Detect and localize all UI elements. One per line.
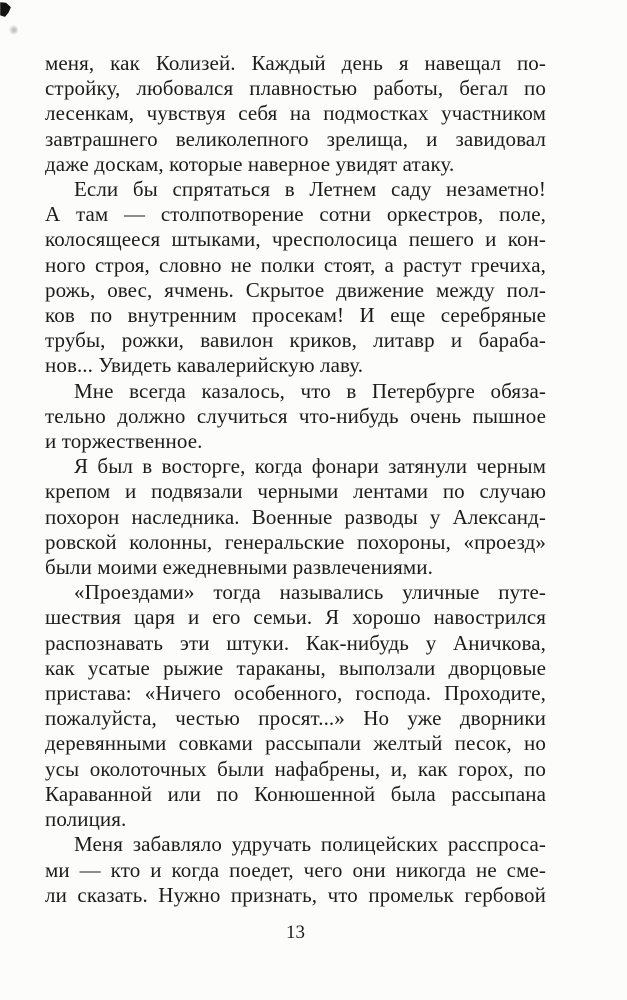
- text-line: как усатые рыжие тараканы, выползали дворцовые: [45, 655, 546, 680]
- text-line: полиция.: [45, 807, 127, 832]
- text-line: завтрашнего великолепного зрелища, и завидовал: [45, 126, 546, 151]
- page-number: 13: [286, 922, 305, 943]
- page-text-block: [45, 51, 546, 908]
- text-line: меня, как Колизей. Каждый день я навещал по-: [45, 51, 546, 75]
- text-line: шествия царя и его семьи. Я хорошо навострился: [45, 605, 546, 630]
- text-line: пожалуйста, честью просят...» Но уже дворники: [45, 706, 546, 731]
- text-line: колосящееся штыками, чресполосица пешего и кон-: [45, 227, 546, 252]
- text-line: были моими ежедневными развлечениями.: [45, 555, 433, 580]
- text-line: Я был в восторге, когда фонари затянули черным: [74, 454, 546, 479]
- paragraph: [45, 832, 546, 908]
- text-line: Мне всегда казалось, что в Петербурге обяза-: [74, 378, 546, 403]
- text-line: Если бы спрятаться в Летнем саду незаметно!: [74, 177, 546, 202]
- text-line: ли сказать. Нужно признать, что промельк гербовой: [45, 882, 546, 907]
- paragraph: [45, 580, 546, 832]
- text-line: Караванной или по Конюшенной была рассыпана: [45, 781, 546, 806]
- text-line: тельно должно случиться что-нибудь очень пышное: [45, 403, 546, 428]
- text-line: Меня забавляло удручать полицейских расспроса-: [74, 832, 546, 857]
- text-line: крепом и подвязали черными лентами по случаю: [45, 479, 546, 504]
- text-line: рожь, овес, ячмень. Скрытое движение между пол-: [45, 277, 546, 302]
- text-line: нов... Увидеть кавалерийскую лаву.: [45, 353, 364, 378]
- text-line: и торжественное.: [45, 429, 203, 454]
- scan-artifact-smudge: [9, 25, 18, 35]
- text-line: деревянными совками рассыпали желтый песок, но: [45, 731, 546, 756]
- text-line: лесенкам, чувствуя себя на подмостках участником: [45, 101, 546, 126]
- paragraph: [45, 454, 546, 580]
- paragraph: [45, 177, 546, 379]
- text-line: трубы, рожки, вавилон криков, литавр и бараба-: [45, 328, 546, 353]
- text-line: ровской колонны, генеральские похороны, «проезд»: [45, 529, 546, 554]
- text-line: А там — столпотворение сотни оркестров, поле,: [45, 202, 546, 227]
- paragraph: [45, 51, 546, 177]
- text-line: ного строя, словно не полки стоят, а растут гречиха,: [45, 252, 546, 277]
- paragraph: [45, 379, 546, 455]
- text-line: стройку, любовался плавностью работы, бегал по: [45, 76, 546, 101]
- text-line: ми — кто и когда поедет, чего они никогда не сме-: [45, 857, 546, 882]
- text-line: усы околоточных были нафабрены, и, как горох, по: [45, 756, 546, 781]
- text-line: похорон наследника. Военные разводы у Александ-: [45, 504, 546, 529]
- text-line: распознавать эти штуки. Как-нибудь у Аничкова,: [45, 630, 546, 655]
- text-line: пристава: «Ничего особенного, господа. Проходите,: [45, 681, 546, 706]
- text-line: даже доскам, которые наверное увидят атаку.: [45, 151, 455, 176]
- text-line: «Проездами» тогда назывались уличные путе-: [74, 580, 546, 605]
- scan-artifact-corner: [0, 2, 11, 17]
- text-line: ков по внутренним просекам! И еще серебряные: [45, 303, 546, 328]
